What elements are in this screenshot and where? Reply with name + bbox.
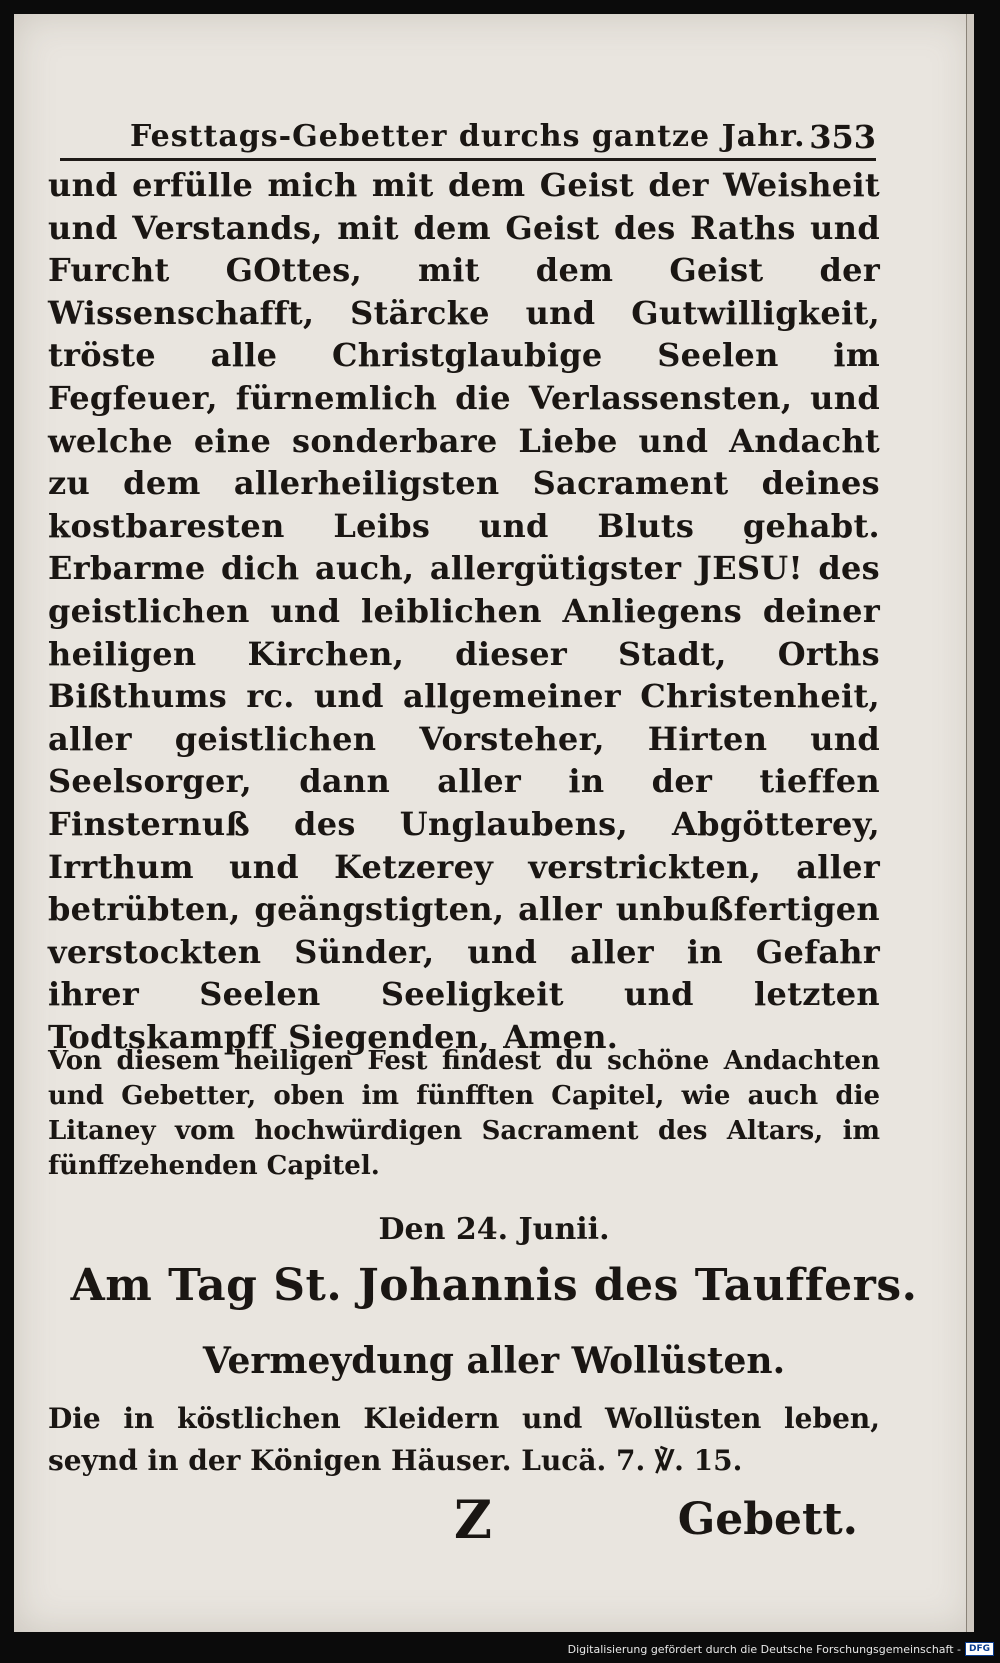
credit-text: Digitalisierung gefördert durch die Deutsche Forschungsgemeinschaft - <box>567 1642 961 1656</box>
dfg-logo-icon: DFG <box>965 1642 994 1656</box>
note-paragraph: Von diesem heiligen Fest findest du schöne Andachten und Gebetter, oben im fünfften Capitel, wie auch die Litaney vom hochwürdigen Sacrament des Altars, im fünffzehenden Capitel. <box>48 1046 880 1181</box>
main-paragraph: und erfülle mich mit dem Geist der Weisheit und Verstands, mit dem Geist des Raths und Furcht GOttes, mit dem Geist der Wissenschafft, Stärcke und Gutwilligkeit, tröste alle Christglaubige Seelen im Fegfeuer, fürnemlich die Verlassensten, und welche eine sonderbare Liebe und Andacht zu dem allerheiligsten Sacrament deines kostbaresten Leibs und Bluts gehabt. Erbarme dich auch, allergütigster JESU! des geistlichen und leiblichen Anliegens deiner heiligen Kirchen, dieser Stadt, Orths Bißthums rc. und allgemeiner Christenheit, aller geistlichen Vorsteher, Hirten und Seelsorger, dann aller in der tieffen Finsternuß des Unglaubens, Abgötterey, Irrthum und Ketzerey verstrickten, aller betrübten, geängstigten, aller unbußfertigen verstockten Sünder, und aller in Gefahr ihrer Seelen Seeligkeit und letzten Todtskampff Siegenden, Amen. <box>48 166 880 1056</box>
running-head <box>60 114 876 161</box>
page-edge <box>966 14 974 1632</box>
page-number: 353 <box>809 118 876 156</box>
running-title: Festtags-Gebetter durchs gantze Jahr. <box>130 119 806 154</box>
feast-date: Den 24. Junii. <box>378 1212 610 1247</box>
signature-mark: Z <box>454 1490 492 1551</box>
feast-title: Am Tag St. Johannis des Tauffers. <box>70 1260 918 1311</box>
scripture-quote: Die in köstlichen Kleidern und Wollüsten leben, seynd in der Königen Häuser. Lucä. 7. ℣. 15. <box>48 1402 880 1477</box>
book-page <box>14 14 974 1632</box>
digitization-credit <box>568 1639 994 1659</box>
section-subtitle: Vermeydung aller Wollüsten. <box>202 1340 786 1382</box>
catchword: Gebett. <box>677 1494 858 1545</box>
